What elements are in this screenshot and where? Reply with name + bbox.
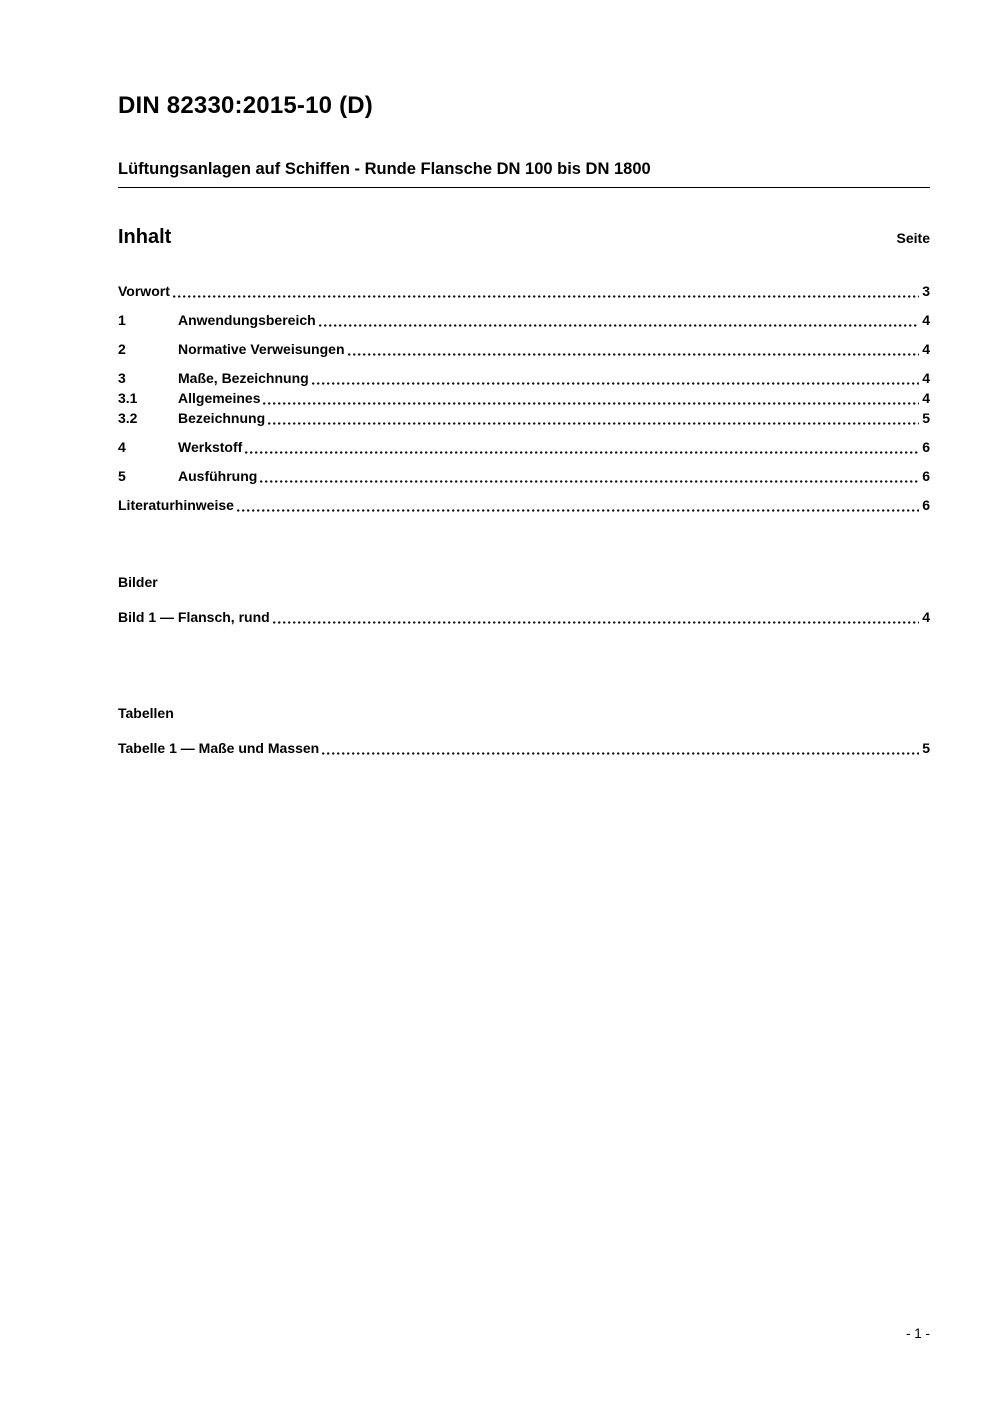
toc-entry [118,467,930,486]
toc-entry [118,282,930,301]
toc-dot-leader [245,451,919,454]
toc-dot-leader [273,621,920,624]
toc-heading: Inhalt [118,226,172,248]
toc-entry-number: 3.1 [118,390,138,406]
toc-entry-label: Vorwort [118,283,170,299]
toc-entry-page: 6 [922,497,930,513]
toc-entry-label: Anwendungsbereich [178,312,316,328]
toc-entry-page: 4 [922,341,930,357]
toc-entry [118,608,930,627]
toc-header [118,226,930,249]
toc-entry-label: Normative Verweisungen [178,341,345,357]
toc-entry-number: 4 [118,439,126,455]
toc-dot-leader [312,382,920,385]
document-title: DIN 82330:2015-10 (D) [118,92,373,119]
toc-page-column-label: Seite [896,230,930,246]
toc-entry-label: Literaturhinweise [118,497,234,513]
toc-entry [118,389,930,408]
toc-dot-leader [237,509,919,512]
toc-entry-label: Allgemeines [178,390,261,406]
document-subtitle: Lüftungsanlagen auf Schiffen - Runde Flansche DN 100 bis DN 1800 [118,160,651,178]
toc-entry-page: 5 [922,410,930,426]
toc-dot-leader [263,402,919,405]
page-number-footer: - 1 - [905,1326,930,1341]
toc-entry-number: 3.2 [118,410,138,426]
toc-entry-label: Bezeichnung [178,410,266,426]
toc-entry-page: 5 [922,740,930,756]
toc-entry [118,409,930,428]
tables-heading: Tabellen [118,705,174,721]
toc-entry [118,438,930,457]
title-rule [118,187,930,188]
toc-entry [118,311,930,330]
toc-dot-leader [173,295,919,298]
toc-entry-label: Tabelle 1 — Maße und Massen [118,740,320,756]
figures-heading: Bilder [118,574,158,590]
toc-dot-leader [322,752,919,755]
figure-entries [118,608,930,627]
toc-entry-number: 1 [118,312,126,328]
toc-entry-label: Werkstoff [178,439,243,455]
toc-entry-page: 4 [922,370,930,386]
toc-entry-label: Ausführung [178,468,258,484]
toc-entry [118,739,930,758]
toc-entry [118,369,930,388]
toc-entry-label: Bild 1 — Flansch, rund [118,609,270,625]
toc-entry [118,496,930,515]
toc-entry-page: 6 [922,439,930,455]
toc-entry-label: Maße, Bezeichnung [178,370,309,386]
toc-entry-page: 4 [922,390,930,406]
toc-entry-page: 4 [922,609,930,625]
toc-entry-page: 3 [922,283,930,299]
toc-entry [118,340,930,359]
toc-entry-number: 3 [118,370,126,386]
table-entries [118,739,930,758]
toc-entry-number: 5 [118,468,126,484]
toc-entry-page: 6 [922,468,930,484]
toc-dot-leader [348,353,920,356]
toc-dot-leader [268,422,919,425]
toc-entry-number: 2 [118,341,126,357]
toc-entries [118,282,930,515]
toc-dot-leader [319,324,920,327]
toc-dot-leader [260,480,919,483]
toc-entry-page: 4 [922,312,930,328]
